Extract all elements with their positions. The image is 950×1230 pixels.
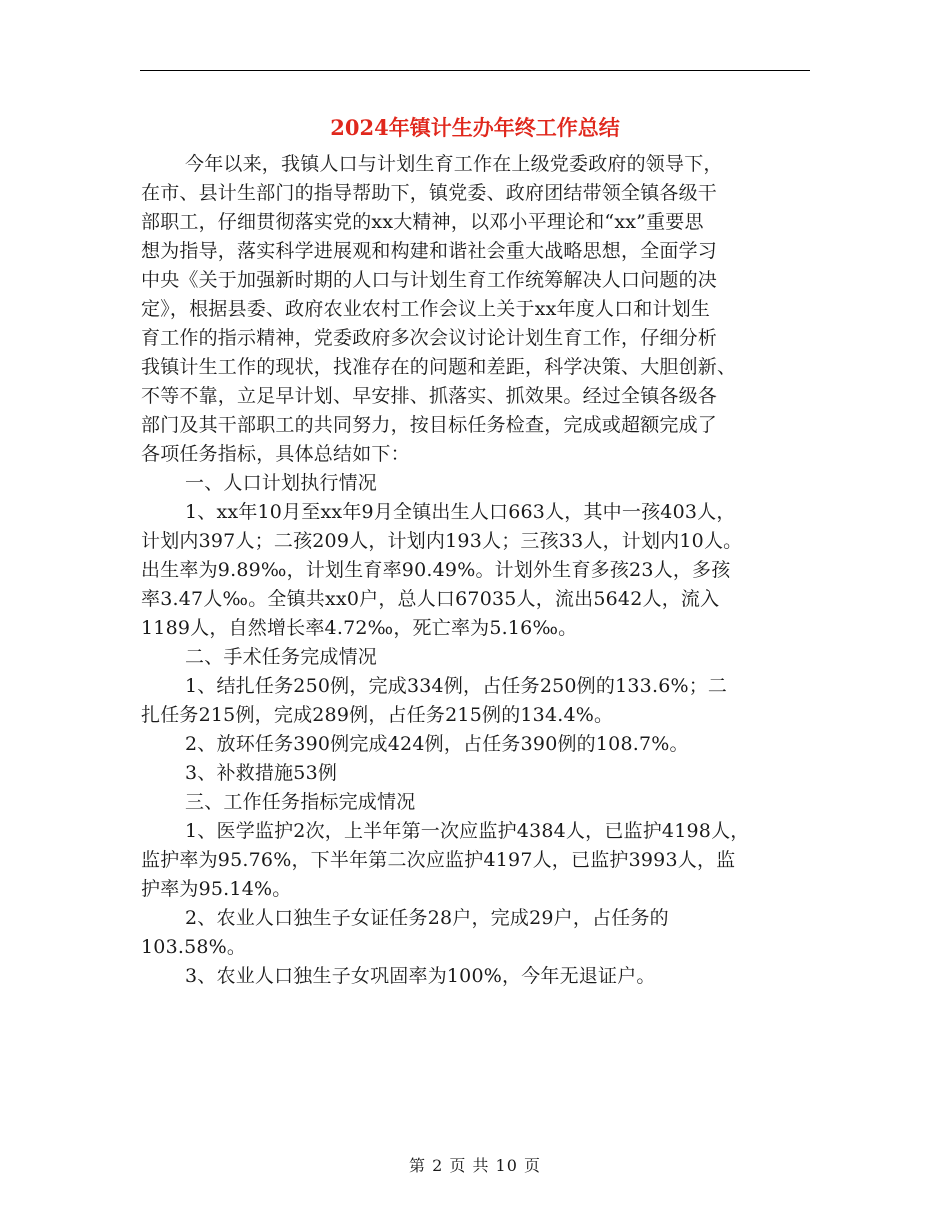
text-line: 1、结扎任务250例，完成334例，占任务250例的133.6%；二 — [185, 675, 728, 697]
page-number: 第 2 页 共 10 页 — [409, 1156, 541, 1175]
text-line: 出生率为9.89‰，计划生育率90.49%。计划外生育多孩23人，多孩 — [141, 559, 731, 581]
header-rule — [140, 70, 810, 71]
text-line: 3、补救措施53例 — [185, 762, 338, 784]
text-line: 计划内397人；二孩209人，计划内193人；三孩33人，计划内10人。 — [141, 530, 743, 552]
text-line: 部门及其干部职工的共同努力，按目标任务检查，完成或超额完成了 — [141, 414, 718, 436]
document-title: 2024年镇计生办年终工作总结 — [330, 115, 620, 140]
text-line: 1189人，自然增长率4.72‰，死亡率为5.16‰。 — [141, 617, 578, 639]
text-line: 我镇计生工作的现状，找准存在的问题和差距，科学决策、大胆创新、 — [141, 356, 737, 378]
text-line: 率3.47人‰。全镇共xx0户，总人口67035人，流出5642人，流入 — [141, 588, 720, 610]
text-line: 三、工作任务指标完成情况 — [185, 791, 416, 813]
text-line: 中央《关于加强新时期的人口与计划生育工作统筹解决人口问题的决 — [141, 269, 718, 291]
document-body — [141, 150, 811, 991]
text-line: 1、医学监护2次，上半年第一次应监护4384人，已监护4198人， — [185, 820, 750, 842]
text-line: 3、农业人口独生子女巩固率为100%，今年无退证户。 — [185, 965, 656, 987]
text-line: 一、人口计划执行情况 — [185, 472, 378, 494]
text-line: 育工作的指示精神，党委政府多次会议讨论计划生育工作，仔细分析 — [141, 327, 718, 349]
text-line: 103.58%。 — [141, 936, 247, 958]
text-line: 今年以来，我镇人口与计划生育工作在上级党委政府的领导下， — [185, 153, 723, 175]
text-line: 在市、县计生部门的指导帮助下，镇党委、政府团结带领全镇各级干 — [141, 182, 718, 204]
text-line: 扎任务215例，完成289例，占任务215例的134.4%。 — [141, 704, 614, 726]
text-line: 想为指导，落实科学进展观和构建和谐社会重大战略思想，全面学习 — [141, 240, 718, 262]
text-line: 定》，根据县委、政府农业农村工作会议上关于xx年度人口和计划生 — [141, 298, 711, 320]
text-line: 二、手术任务完成情况 — [185, 646, 378, 668]
text-line: 监护率为95.76%，下半年第二次应监护4197人，已监护3993人，监 — [141, 849, 736, 871]
text-line: 不等不靠，立足早计划、早安排、抓落实、抓效果。经过全镇各级各 — [141, 385, 718, 407]
text-line: 2、放环任务390例完成424例，占任务390例的108.7%。 — [185, 733, 689, 755]
text-line: 部职工，仔细贯彻落实党的xx大精神，以邓小平理论和“xx”重要思 — [141, 211, 704, 233]
text-line: 2、农业人口独生子女证任务28户，完成29户，占任务的 — [185, 907, 669, 929]
text-line: 护率为95.14%。 — [141, 878, 292, 900]
text-line: 1、xx年10月至xx年9月全镇出生人口663人，其中一孩403人， — [185, 501, 736, 523]
text-line: 各项任务指标，具体总结如下： — [141, 443, 410, 465]
